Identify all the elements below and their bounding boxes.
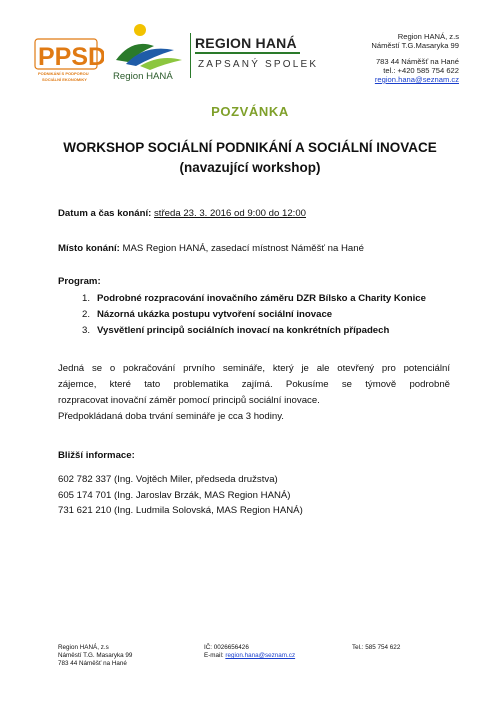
- place-line: [58, 243, 364, 254]
- title-underline: [195, 52, 300, 54]
- place-label: Místo konání:: [58, 243, 120, 254]
- ppsd-logo: [34, 36, 104, 84]
- contact-item: 602 782 337 (Ing. Vojtěch Miler, předseda družstva): [58, 474, 278, 485]
- address-line: 783 44 Náměšť na Hané: [375, 57, 459, 66]
- info-label: Bližší informace:: [58, 450, 135, 461]
- program-item: 1. Podrobné rozpracování inovačního záměru DZR Bílsko a Charity Konice: [82, 293, 426, 304]
- header-divider: [190, 33, 191, 78]
- paragraph-line: Jedná se o pokračování prvního semináře, který je ale otevřený pro potenciální: [58, 363, 450, 374]
- contact-item: 605 174 701 (Ing. Jaroslav Brzák, MAS Region HANÁ): [58, 489, 291, 501]
- region-hana-logo: [110, 20, 185, 82]
- date-line: [58, 208, 306, 219]
- contact-list: [58, 472, 303, 519]
- header-address: [371, 32, 459, 50]
- header-contact: [375, 57, 459, 84]
- paragraph-line: Předpokládaná doba trvání semináře je cca 3 hodiny.: [58, 411, 284, 422]
- footer-email-link[interactable]: region.hana@seznam.cz: [225, 652, 296, 659]
- ppsd-logo-text: PPSD: [38, 43, 104, 71]
- address-line: Náměstí T.G.Masaryka 99: [371, 41, 459, 50]
- program-label: Program:: [58, 276, 101, 287]
- org-subtitle: ZAPSANÝ SPOLEK: [198, 59, 319, 70]
- footer-address: Region HANÁ, z.s Náměstí T.G. Masaryka 99 783 44 Náměšť na Hané: [58, 644, 133, 667]
- paragraph-line: rozpracovat inovační záměr pomocí principů sociální inovace.: [58, 395, 320, 406]
- address-line: Region HANÁ, z.s: [397, 32, 459, 41]
- date-label: Datum a čas konání:: [58, 208, 152, 219]
- ppsd-logo-sub1: PODNIKÁNÍ S PODPOROU: [38, 71, 89, 76]
- footer-tel: Tel.: 585 754 622: [352, 644, 401, 651]
- hana-logo-text: Region HANÁ: [113, 71, 173, 82]
- workshop-subtitle: (navazující workshop): [179, 160, 321, 175]
- address-line: tel.: +420 585 754 622: [383, 66, 459, 75]
- description-paragraph: [58, 361, 450, 425]
- org-title: REGION HANÁ: [195, 35, 297, 51]
- date-value: středa 23. 3. 2016 od 9:00 do 12:00: [153, 208, 307, 219]
- paragraph-line: zájemce, které tato problematika zajímá. Pokusíme se týmově podrobně: [58, 379, 450, 390]
- header-email-link[interactable]: region.hana@seznam.cz: [374, 75, 459, 84]
- footer-ic: IČ: 0026656426: [204, 644, 249, 651]
- workshop-title: WORKSHOP SOCIÁLNÍ PODNIKÁNÍ A SOCIÁLNÍ INOVACE: [63, 140, 437, 155]
- contact-item: 731 621 210 (Ing. Ludmila Solovská, MAS Region HANÁ): [58, 505, 303, 516]
- ppsd-logo-sub2: SOCIÁLNÍ EKONOMIKY: [42, 77, 87, 82]
- footer-email-label: E-mail:: [204, 652, 224, 659]
- program-item: 2. Názorná ukázka postupu vytvoření sociální inovace: [82, 309, 333, 320]
- invitation-heading: POZVÁNKA: [211, 104, 289, 119]
- place-value: MAS Region HANÁ, zasedací místnost Náměšť na Hané: [122, 243, 364, 254]
- footer-registration: [204, 644, 295, 660]
- program-item: 3. Vysvětlení principů sociálních inovací na konkrétních případech: [82, 325, 390, 336]
